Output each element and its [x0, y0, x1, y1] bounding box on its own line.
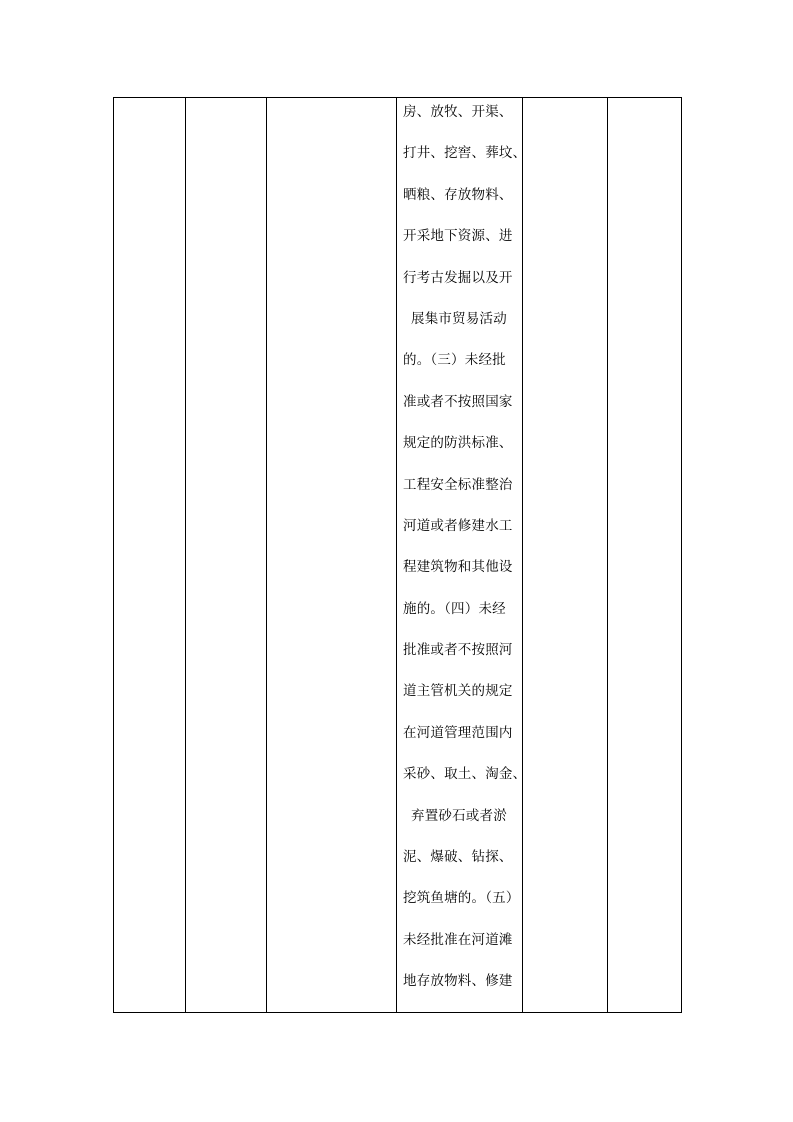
table-row [114, 98, 682, 1013]
cell-text-line: 泥、爆破、钻探、 [403, 849, 513, 866]
cell-text-line: 程建筑物和其他设 [403, 559, 513, 576]
cell-text-line: 批准或者不按照河 [403, 642, 513, 659]
cell-text-line: 地存放物料、修建 [403, 973, 513, 990]
table-cell-col-6 [608, 98, 682, 1013]
table-cell-col-1 [114, 98, 186, 1013]
cell-text-line: 河道或者修建水工 [403, 517, 513, 534]
cell-text-line: 施的。（四）未经 [403, 600, 506, 617]
cell-text-line: 开采地下资源、进 [403, 228, 513, 245]
cell-text-line: 晒粮、存放物料、 [403, 186, 513, 203]
document-table [113, 97, 682, 1013]
cell-text-line: 挖筑鱼塘的。（五） [403, 890, 520, 907]
cell-text-line: 行考古发掘以及开 [403, 269, 513, 286]
table-cell-col-4 [397, 98, 527, 1013]
table-cell-col-2 [186, 98, 267, 1013]
table-cell-col-5 [523, 98, 608, 1013]
cell-text-line: 在河道管理范围内 [403, 724, 513, 741]
cell-text-line: 未经批准在河道滩 [403, 931, 513, 948]
cell-text-line: 规定的防洪标准、 [403, 435, 513, 452]
cell-text-line: 展集市贸易活动 [411, 310, 507, 327]
table-cell-col-3 [267, 98, 397, 1013]
cell-text-line: 道主管机关的规定 [403, 683, 513, 700]
cell-text-line: 采砂、取土、淘金、 [403, 766, 527, 783]
cell-text-line: 的。（三）未经批 [403, 352, 506, 369]
cell-text-line: 准或者不按照国家 [403, 393, 513, 410]
cell-text-line: 弃置砂石或者淤 [411, 807, 507, 824]
cell-text-line: 打井、挖窖、葬坟、 [403, 145, 527, 162]
cell-text-line: 房、放牧、开渠、 [403, 104, 513, 120]
cell-text-line: 工程安全标准整治 [403, 476, 513, 493]
